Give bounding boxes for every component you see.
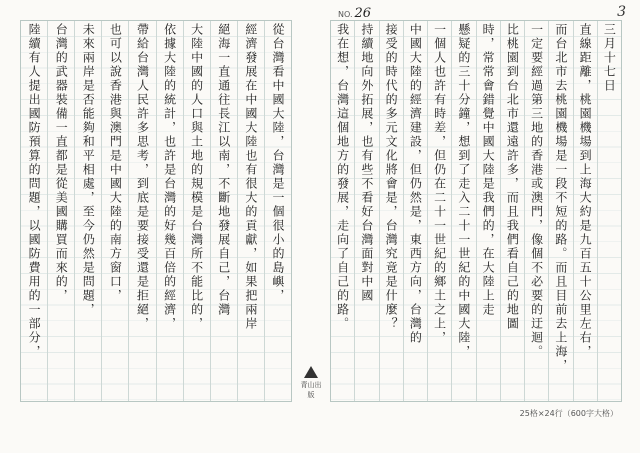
column-text: 也可以說香港與澳門是中國大陸的南方窗口， bbox=[108, 23, 123, 303]
manuscript-column bbox=[74, 21, 101, 401]
manuscript-column bbox=[237, 21, 264, 401]
column-text: 陸續有人提出國防預算的問題，以國防費用的一部分， bbox=[27, 23, 42, 359]
manuscript-column bbox=[21, 21, 47, 401]
manuscript-column bbox=[476, 21, 500, 401]
manuscript-column bbox=[101, 21, 128, 401]
column-text: 接受的時代的多元文化將會是，台灣究竟是什麼？ bbox=[384, 23, 399, 331]
page-number: 3 bbox=[617, 4, 626, 20]
manuscript-column bbox=[597, 21, 621, 401]
left-page-grid bbox=[20, 20, 292, 402]
serial-number bbox=[338, 6, 371, 21]
column-text: 一定要經過第三地的香港或澳門，像個不必要的迂迴。 bbox=[529, 23, 544, 359]
manuscript-column bbox=[183, 21, 210, 401]
column-text: 台灣的武器裝備一直都是從美國購買而來的， bbox=[54, 23, 69, 303]
column-text: 我在想，台灣這個地方的發展，走向了自己的路。 bbox=[335, 23, 350, 331]
manuscript-column bbox=[264, 21, 291, 401]
serial-label: NO. bbox=[338, 10, 353, 19]
column-text: 未來兩岸是否能夠和平相處，至今仍然是問題， bbox=[81, 23, 96, 317]
manuscript-column bbox=[156, 21, 183, 401]
manuscript-column bbox=[548, 21, 572, 401]
manuscript-column bbox=[500, 21, 524, 401]
column-text: 懸疑的三十分鐘，想到了走入二十一世紀的中國大陸， bbox=[456, 23, 471, 359]
mountain-logo-icon bbox=[304, 366, 318, 378]
column-text: 比桃園到台北市還遠許多，而且我們看自己的地圖 bbox=[505, 23, 520, 331]
publisher-stamp-text: 青山出版 bbox=[300, 381, 322, 399]
manuscript-column bbox=[427, 21, 451, 401]
column-text: 時，常常會錯覺中國大陸是我們的，在大陸上走 bbox=[481, 23, 496, 317]
right-page-grid bbox=[330, 20, 622, 402]
center-fold bbox=[298, 20, 324, 400]
column-text: 一個人也許有時差，但仍在二十一世紀的鄉土之上， bbox=[432, 23, 447, 345]
column-text: 絕海一直通往長江以南，不斷地發展自己，台灣 bbox=[216, 23, 231, 317]
column-text: 帶給台灣人民許多思考，到底是要接受還是拒絕， bbox=[135, 23, 150, 331]
manuscript-column bbox=[354, 21, 378, 401]
manuscript-column bbox=[573, 21, 597, 401]
paper-spec-note: 25格×24行（600字大格） bbox=[519, 409, 618, 418]
manuscript-column bbox=[128, 21, 155, 401]
column-text: 三月十七日 bbox=[602, 23, 617, 93]
manuscript-column bbox=[210, 21, 237, 401]
manuscript-column bbox=[379, 21, 403, 401]
manuscript-column bbox=[524, 21, 548, 401]
column-text: 直線距離，桃園機場到上海大約是九百五十公里左右， bbox=[578, 23, 593, 359]
publisher-stamp bbox=[298, 366, 324, 400]
column-text: 而台北市去桃園機場是一段不短的路。而且目前去上海， bbox=[553, 23, 568, 373]
column-text: 大陸中國的人口與土地的規模是台灣所不能比的， bbox=[189, 23, 204, 331]
column-text: 依據大陸的統計，也許是台灣的好幾百倍的經濟， bbox=[162, 23, 177, 331]
column-text: 從台灣看中國大陸，台灣是一個很小的島嶼， bbox=[270, 23, 285, 303]
manuscript-column bbox=[403, 21, 427, 401]
column-text: 持續地向外拓展，也有些不看好台灣面對中國 bbox=[359, 23, 374, 303]
manuscript-column bbox=[47, 21, 74, 401]
serial-value: 26 bbox=[354, 6, 372, 21]
column-text: 中國大陸的經濟建設，但仍然是，東西方向，台灣的 bbox=[408, 23, 423, 345]
manuscript-column bbox=[331, 21, 354, 401]
manuscript-column bbox=[451, 21, 475, 401]
column-text: 經濟發展在中國大陸也有很大的貢獻，如果把兩岸 bbox=[243, 23, 258, 331]
